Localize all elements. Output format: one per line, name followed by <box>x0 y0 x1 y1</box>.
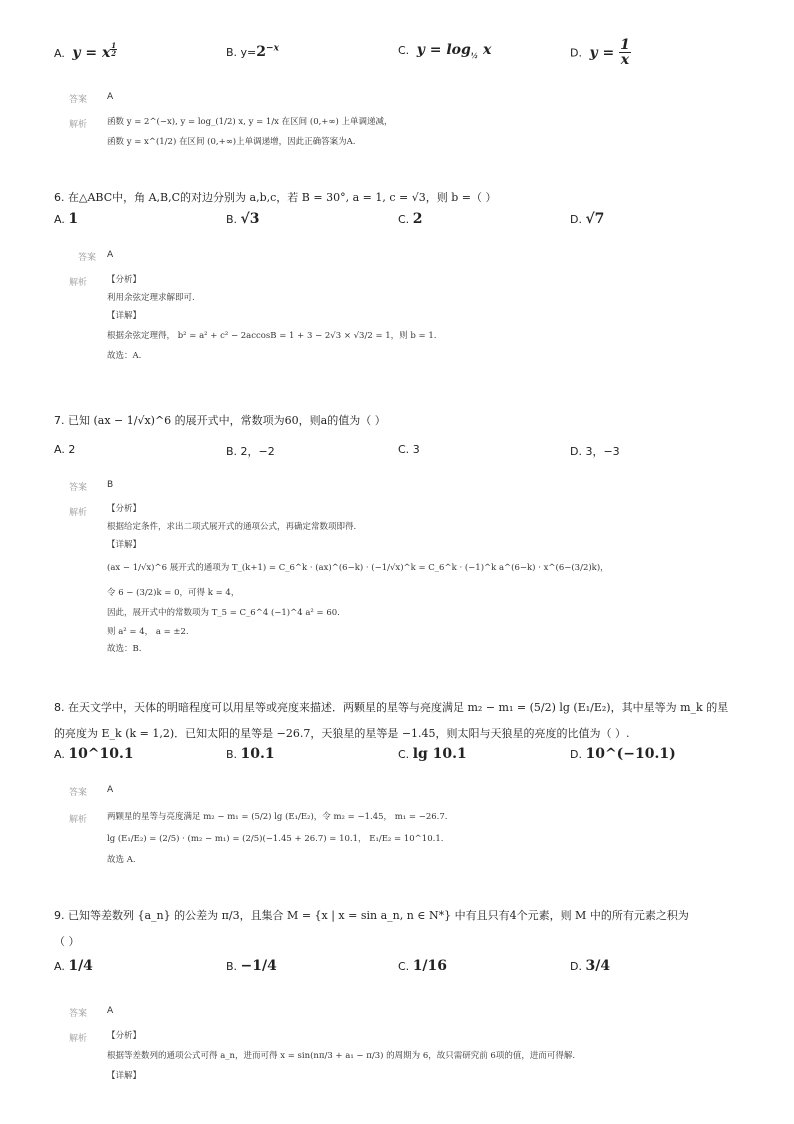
option-math: 1 <box>68 211 79 227</box>
q6-option-c[interactable] <box>398 211 422 227</box>
option-letter: B. <box>226 445 238 458</box>
q7-option-b[interactable] <box>226 443 275 459</box>
analysis-line: 【详解】 <box>107 311 142 321</box>
option-math: 10^10.1 <box>68 746 134 762</box>
answer-label: 答案 <box>69 788 88 798</box>
answer-value: A <box>107 250 114 260</box>
option-letter: B. <box>226 960 238 973</box>
option-letter: D. <box>570 213 582 226</box>
analysis-line: 函数 y = x^(1/2) 在区间 (0,+∞)上单调递增，因此正确答案为A. <box>107 137 356 147</box>
q7-option-a[interactable] <box>54 443 75 456</box>
analysis-line: 两颗星的星等与亮度满足 m₂ − m₁ = (5/2) lg (E₁/E₂)，令 m₂ = −1.45， m₁ = −26.7. <box>107 812 448 822</box>
analysis-label: 解析 <box>69 278 88 288</box>
answer-label: 答案 <box>69 95 88 105</box>
option-letter: A. <box>54 960 65 973</box>
option-math: 1/16 <box>412 958 448 974</box>
option-letter: A. <box>54 443 65 456</box>
analysis-line: lg (E₁/E₂) = (2/5) · (m₂ − m₁) = (2/5)(−1.45 + 26.7) = 10.1， E₁/E₂ = 10^10.1. <box>107 834 444 844</box>
analysis-line: 【详解】 <box>107 1071 142 1081</box>
option-math: y = x $^{\frac{1}{2}}$ <box>72 41 117 62</box>
analysis-line: 根据给定条件，求出二项式展开式的通项公式，再确定常数项即得. <box>107 522 357 532</box>
analysis-line: 【分析】 <box>107 504 142 514</box>
analysis-line: 故选：B. <box>107 644 142 654</box>
answer-value: A <box>107 1006 114 1016</box>
analysis-line: 根据等差数列的通项公式可得 a_n，进而可得 x = sin(nπ/3 + a₁ − π/3) 的周期为 6，故只需研究前 6项的值，进而可得解. <box>107 1051 576 1061</box>
option-prefix: y= <box>240 46 257 59</box>
option-letter: B. <box>226 46 238 59</box>
q9-option-c[interactable] <box>398 958 447 974</box>
question-text: 在△ABC中，角 A,B,C的对边分别为 a,b,c，若 B = 30°, a = 1, c = √3，则 b =（ ） <box>68 191 497 204</box>
q7-option-c[interactable] <box>398 443 420 456</box>
analysis-line: 令 6 − (3/2)k = 0，可得 k = 4， <box>107 588 240 598</box>
question-6-stem <box>54 190 496 206</box>
option-text: 2，−2 <box>240 445 275 458</box>
analysis-line: 函数 y = 2^(−x), y = log_(1/2) x, y = 1/x 在区间 (0,+∞) 上单调递减， <box>107 117 393 127</box>
analysis-label: 解析 <box>69 508 88 518</box>
option-letter: D. <box>570 960 582 973</box>
q8-option-a[interactable] <box>54 746 134 762</box>
option-math: 10^(−10.1) <box>585 746 676 762</box>
q7-option-d[interactable] <box>570 443 620 459</box>
analysis-line: 根据余弦定理得， b² = a² + c² − 2accosB = 1 + 3 − 2√3 × √3/2 = 1，则 b = 1. <box>107 331 437 341</box>
option-letter: C. <box>398 748 410 761</box>
option-math: 2 <box>412 211 423 227</box>
question-number: 9. <box>54 909 65 922</box>
option-math: lg 10.1 <box>412 746 467 762</box>
analysis-label: 解析 <box>69 1034 88 1044</box>
question-number: 8. <box>54 701 65 714</box>
option-letter: C. <box>398 213 410 226</box>
option-letter: D. <box>570 445 582 458</box>
q5-option-d[interactable] <box>570 38 631 67</box>
option-math: $y = \log_{\frac{1}{2}} x$ <box>416 42 492 60</box>
q6-option-a[interactable] <box>54 211 78 227</box>
analysis-line: 【分析】 <box>107 1031 142 1041</box>
q5-option-b[interactable] <box>226 44 279 60</box>
q6-option-d[interactable] <box>570 211 604 227</box>
option-letter: A. <box>54 748 65 761</box>
q8-option-c[interactable] <box>398 746 467 762</box>
analysis-line: 故选：A. <box>107 351 142 361</box>
question-8-stem <box>54 700 728 716</box>
option-text: 3 <box>412 443 420 456</box>
question-7-stem <box>54 413 386 429</box>
analysis-label: 解析 <box>69 120 88 130</box>
q9-option-b[interactable] <box>226 958 277 974</box>
option-math: 3/4 <box>585 958 611 974</box>
option-letter: A. <box>54 213 65 226</box>
question-number: 6. <box>54 191 65 204</box>
option-text: 3，−3 <box>585 445 620 458</box>
option-letter: C. <box>398 443 410 456</box>
analysis-line: 故选 A. <box>107 855 136 865</box>
analysis-line: 因此，展开式中的常数项为 T_5 = C_6^4 (−1)^4 a² = 60. <box>107 608 340 618</box>
option-math: y = $\frac{1}{x}$ <box>589 37 630 68</box>
q8-option-b[interactable] <box>226 746 275 762</box>
option-math: 1/4 <box>68 958 93 974</box>
q5-option-a[interactable] <box>54 42 117 61</box>
option-letter: C. <box>398 44 410 57</box>
answer-value: B <box>107 480 114 490</box>
option-letter: A. <box>54 47 65 61</box>
question-text: 已知等差数列 {a_n} 的公差为 π/3，且集合 M = {x | x = sin a_n, n ∈ N*} 中有且只有4个元素，则 M 中的所有元素之积为 <box>68 909 689 922</box>
option-math: √3 <box>240 211 260 227</box>
option-math: −1/4 <box>240 958 277 974</box>
analysis-line: 【详解】 <box>107 540 142 550</box>
analysis-label: 解析 <box>69 815 88 825</box>
question-text: 在天文学中，天体的明暗程度可以用星等或亮度来描述．两颗星的星等与亮度满足 m₂ − m₁ = (5/2) lg (E₁/E₂)，其中星等为 m_k 的星 <box>68 701 729 714</box>
answer-label: 答案 <box>69 483 88 493</box>
analysis-line: 利用余弦定理求解即可. <box>107 293 195 303</box>
question-text: 已知 (ax − 1/√x)^6 的展开式中，常数项为60，则a的值为（ ） <box>68 414 386 427</box>
question-9-stem <box>54 908 689 924</box>
analysis-line: 则 a² = 4， a = ±2. <box>107 627 189 637</box>
q5-option-c[interactable] <box>398 42 491 58</box>
option-letter: D. <box>570 748 582 761</box>
option-letter: C. <box>398 960 410 973</box>
option-text: 2 <box>68 443 76 456</box>
q6-option-b[interactable] <box>226 211 260 227</box>
q9-option-d[interactable] <box>570 958 610 974</box>
analysis-line: (ax − 1/√x)^6 展开式的通项为 T_(k+1) = C_6^k · (ax)^(6−k) · (−1/√x)^k = C_6^k · (−1)^k a^(6−k) · x^(6−(3/2)k)， <box>107 563 609 573</box>
option-math: $2^{-x}$ <box>256 43 279 60</box>
option-math: √7 <box>585 211 605 227</box>
question-number: 7. <box>54 414 65 427</box>
option-letter: D. <box>570 46 582 60</box>
answer-label: 答案 <box>69 1009 88 1019</box>
option-letter: B. <box>226 748 238 761</box>
option-math: 10.1 <box>240 746 275 762</box>
question-9-stem-cont: （ ） <box>54 935 80 948</box>
answer-value: A <box>107 785 114 795</box>
question-8-stem-cont: 的亮度为 E_k (k = 1,2)．已知太阳的星等是 −26.7，天狼星的星等是 −1.45，则太阳与天狼星的亮度的比值为（ ）. <box>54 727 630 740</box>
option-letter: B. <box>226 213 238 226</box>
answer-label: 答案 <box>78 253 97 263</box>
answer-value: A <box>107 92 114 102</box>
q9-option-a[interactable] <box>54 958 93 974</box>
q8-option-d[interactable] <box>570 746 676 762</box>
analysis-line: 【分析】 <box>107 275 142 285</box>
